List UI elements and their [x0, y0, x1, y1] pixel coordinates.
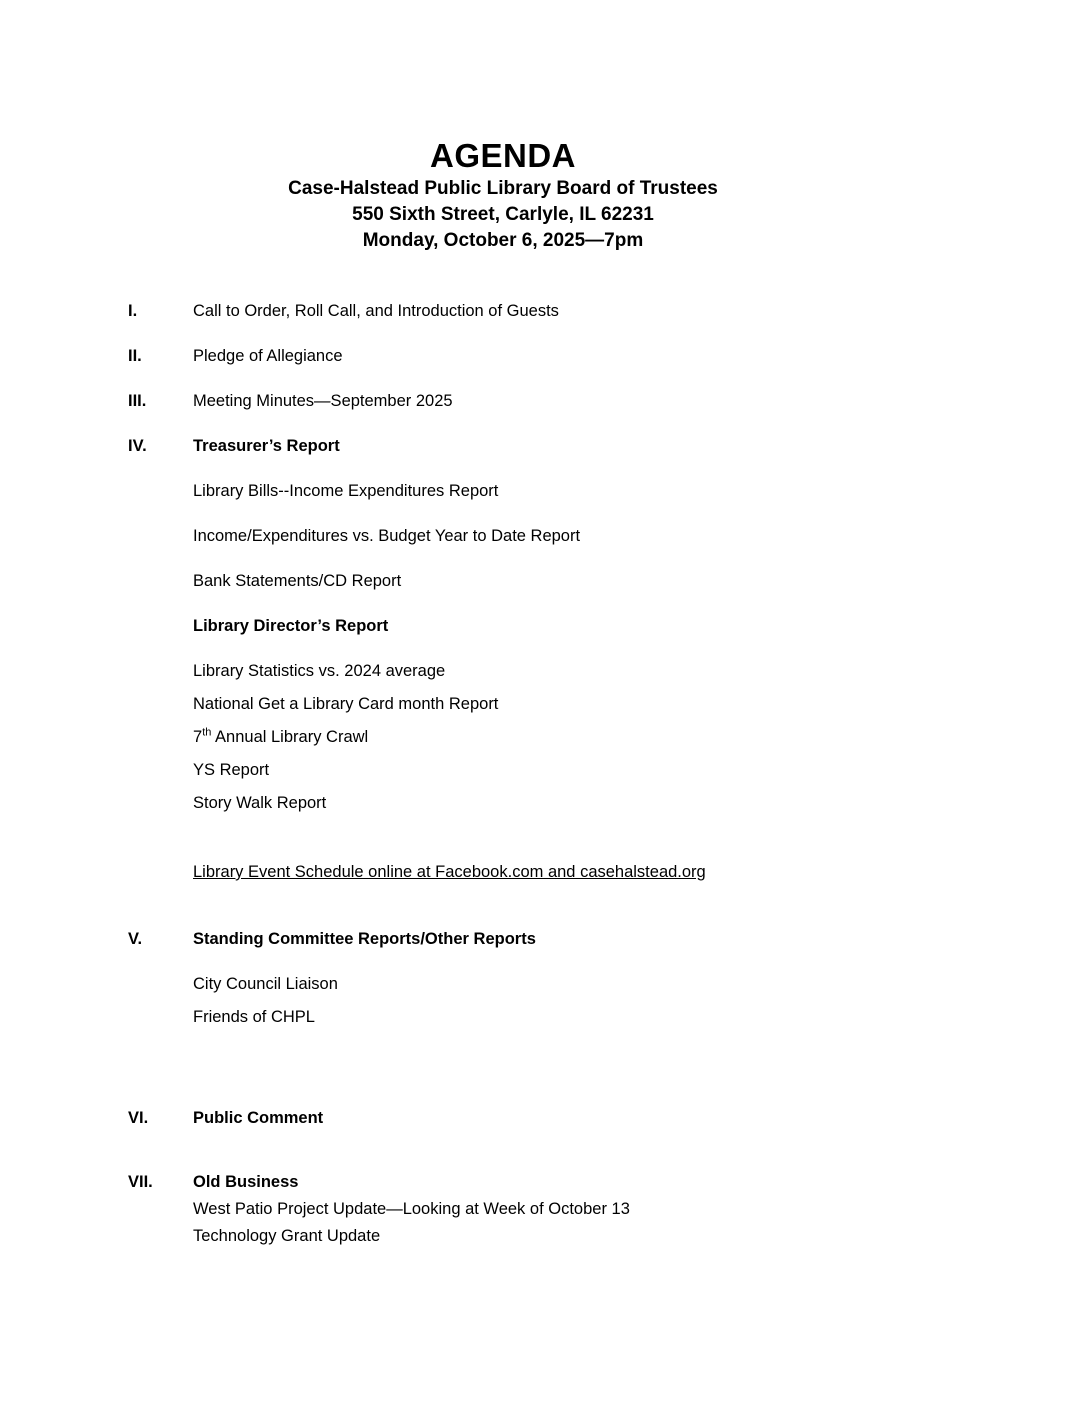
sub-item-ys-report — [0, 761, 1088, 780]
item-text: Old Business — [193, 1173, 299, 1191]
agenda-item-pledge — [0, 347, 1088, 366]
item-text: Library Director’s Report — [193, 617, 389, 635]
ordinal-suffix: th — [202, 726, 212, 739]
address-line: 550 Sixth Street, Carlyle, IL 62231 — [352, 204, 654, 225]
sub-item-library-bills — [0, 482, 1088, 501]
agenda-item-meeting-minutes — [0, 392, 1088, 411]
item-text: City Council Liaison — [193, 975, 338, 993]
item-text: YS Report — [193, 761, 270, 779]
item-text: Income/Expenditures vs. Budget Year to Date Report — [193, 527, 581, 545]
item-text: Library Statistics vs. 2024 average — [193, 662, 446, 680]
sub-item-friends-of-chpl — [0, 1008, 1088, 1027]
sub-item-story-walk — [0, 794, 1088, 813]
agenda-item-treasurers-report — [0, 437, 1088, 456]
item-numeral: VII. — [128, 1173, 153, 1191]
item-numeral: IV. — [128, 437, 147, 455]
sub-item-annual-library-crawl — [0, 728, 1088, 747]
item-text-post: Annual Library Crawl — [211, 728, 369, 746]
sub-item-income-vs-budget — [0, 527, 1088, 546]
item-numeral: V. — [128, 930, 143, 948]
datetime-line: Monday, October 6, 2025—7pm — [362, 230, 644, 251]
item-numeral: I. — [128, 302, 138, 320]
agenda-item-public-comment — [0, 1109, 1088, 1128]
item-text: Library Bills--Income Expenditures Report — [193, 482, 499, 500]
document-title: AGENDA — [429, 137, 576, 174]
item-numeral: III. — [128, 392, 147, 410]
item-text — [193, 728, 368, 746]
agenda-list — [0, 302, 1088, 1246]
agenda-item-old-business — [0, 1173, 1088, 1192]
item-text: Bank Statements/CD Report — [193, 572, 402, 590]
agenda-item-call-to-order — [0, 302, 1088, 321]
item-text: Meeting Minutes—September 2025 — [193, 392, 453, 410]
item-text: Library Event Schedule online at Facebook.com and casehalstead.org — [193, 863, 706, 881]
item-text-pre: 7 — [193, 728, 203, 746]
organization-line: Case-Halstead Public Library Board of Trustees — [288, 178, 718, 199]
sub-heading-library-directors-report — [0, 617, 1088, 636]
item-numeral: VI. — [128, 1109, 149, 1127]
item-text: Treasurer’s Report — [193, 437, 340, 455]
event-schedule-link-line — [0, 863, 1088, 882]
item-text: Friends of CHPL — [193, 1008, 315, 1026]
item-text: National Get a Library Card month Report — [193, 695, 499, 713]
item-text: Call to Order, Roll Call, and Introduction of Guests — [193, 302, 559, 320]
item-text: Public Comment — [193, 1109, 324, 1127]
item-text: Pledge of Allegiance — [193, 347, 343, 365]
sub-item-west-patio-update — [0, 1200, 1088, 1219]
sub-item-library-statistics — [0, 662, 1088, 681]
sub-item-technology-grant — [0, 1227, 1088, 1246]
sub-item-library-card-month — [0, 695, 1088, 714]
document-header — [128, 0, 878, 254]
item-text: West Patio Project Update—Looking at Week of October 13 — [193, 1200, 630, 1218]
item-text: Story Walk Report — [193, 794, 327, 812]
item-text: Technology Grant Update — [193, 1227, 381, 1245]
sub-item-bank-statements — [0, 572, 1088, 591]
agenda-item-standing-committees — [0, 930, 1088, 949]
item-text: Standing Committee Reports/Other Reports — [193, 930, 536, 948]
item-numeral: II. — [128, 347, 142, 365]
sub-item-city-council-liaison — [0, 975, 1088, 994]
